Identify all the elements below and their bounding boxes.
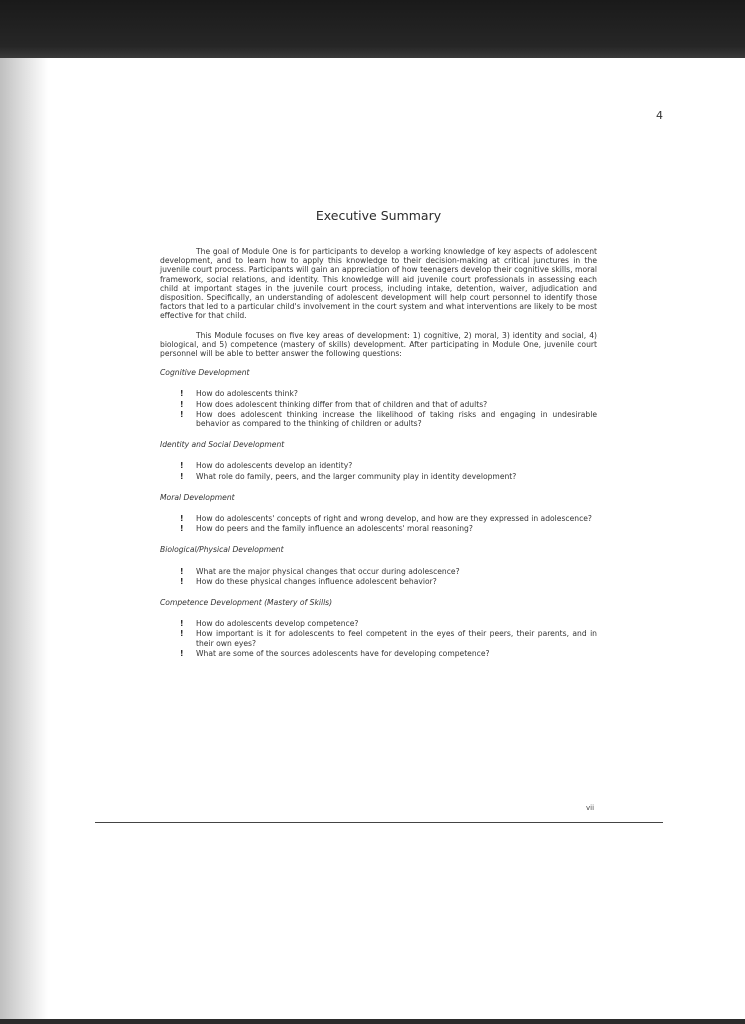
question-list: [180, 567, 597, 586]
page-number: 4: [656, 109, 663, 122]
section-cognitive: [160, 368, 597, 428]
question-text: What role do family, peers, and the larger community play in identity development?: [196, 471, 517, 481]
question-text: How do peers and the family influence an adolescents' moral reasoning?: [196, 524, 473, 534]
question-list: [180, 619, 597, 658]
list-item: [180, 400, 597, 409]
section-heading: Cognitive Development: [160, 368, 250, 378]
list-item: [180, 577, 597, 586]
section-heading: Identity and Social Development: [160, 440, 285, 450]
list-item: [180, 524, 597, 533]
scan-binding-shadow: [0, 58, 48, 1024]
question-text: How do adolescents develop competence?: [196, 619, 359, 629]
bullet-icon: !: [180, 524, 184, 534]
intro-paragraph: The goal of Module One is for participants to develop a working knowledge of key aspects of adolescent development, and to learn how to apply this knowledge to their decision-making at critical junctures in the juvenile court process. Participants will gain an appreciation of how teenagers develop their cognitive skills, moral framework, social relations, and identity. This knowledge will aid juvenile court professionals in assessing each child at important stages in the juvenile court process, including intake, detention, waiver, adjudication and disposition. Specifically, an understanding of adolescent development will help court personnel to identify those factors that led to a particular child's involvement in the court system and what interventions are likely to be most effective for that child.: [160, 247, 597, 321]
question-text: How do adolescents develop an identity?: [196, 461, 353, 471]
list-item: [180, 567, 597, 576]
list-item: [180, 410, 597, 428]
question-list: [180, 461, 597, 480]
question-text: How important is it for adolescents to feel competent in the eyes of their peers, their parents, and in their own eyes?: [196, 629, 597, 648]
question-text: How does adolescent thinking increase the likelihood of taking risks and engaging in undesirable behavior as compared to the thinking of children or adults?: [196, 409, 597, 429]
bullet-icon: !: [180, 629, 184, 639]
question-text: How do these physical changes influence adolescent behavior?: [196, 576, 437, 586]
question-list: [180, 389, 597, 428]
list-item: [180, 389, 597, 398]
section-heading: Competence Development (Mastery of Skills): [160, 598, 333, 608]
question-text: How does adolescent thinking differ from that of children and that of adults?: [196, 399, 488, 409]
section-biological-physical: [160, 545, 597, 586]
list-item: [180, 472, 597, 481]
question-text: How do adolescents think?: [196, 389, 298, 399]
question-text: How do adolescents' concepts of right and wrong develop, and how are they expressed in adolescence?: [196, 514, 592, 524]
scan-bottom-border: [0, 1019, 745, 1024]
list-item: [180, 461, 597, 470]
bullet-icon: !: [180, 566, 184, 576]
footer-divider: [95, 822, 663, 823]
section-heading: Biological/Physical Development: [160, 545, 284, 555]
list-item: [180, 619, 597, 628]
question-list: [180, 514, 597, 533]
focus-paragraph: This Module focuses on five key areas of development: 1) cognitive, 2) moral, 3) identity and social, 4) biological, and 5) competence (mastery of skills) development. After participating in Module One, juvenile court personnel will be able to better answer the following questions:: [160, 330, 597, 359]
bullet-icon: !: [180, 514, 184, 524]
question-text: What are some of the sources adolescents have for developing competence?: [196, 648, 490, 658]
list-item: [180, 629, 597, 647]
bullet-icon: !: [180, 389, 184, 399]
bullet-icon: !: [180, 619, 184, 629]
scan-top-border: [0, 0, 745, 58]
bullet-icon: !: [180, 648, 184, 658]
section-competence: [160, 598, 597, 658]
section-heading: Moral Development: [160, 492, 235, 502]
section-identity-social: [160, 440, 597, 481]
section-moral: [160, 493, 597, 534]
page-title: Executive Summary: [315, 208, 442, 223]
bullet-icon: !: [180, 409, 184, 419]
question-text: What are the major physical changes that occur during adolescence?: [196, 566, 460, 576]
bullet-icon: !: [180, 461, 184, 471]
footer-page-numeral: vii: [586, 804, 595, 812]
bullet-icon: !: [180, 399, 184, 409]
document-body: [160, 247, 597, 670]
list-item: [180, 514, 597, 523]
bullet-icon: !: [180, 471, 184, 481]
list-item: [180, 649, 597, 658]
bullet-icon: !: [180, 576, 184, 586]
